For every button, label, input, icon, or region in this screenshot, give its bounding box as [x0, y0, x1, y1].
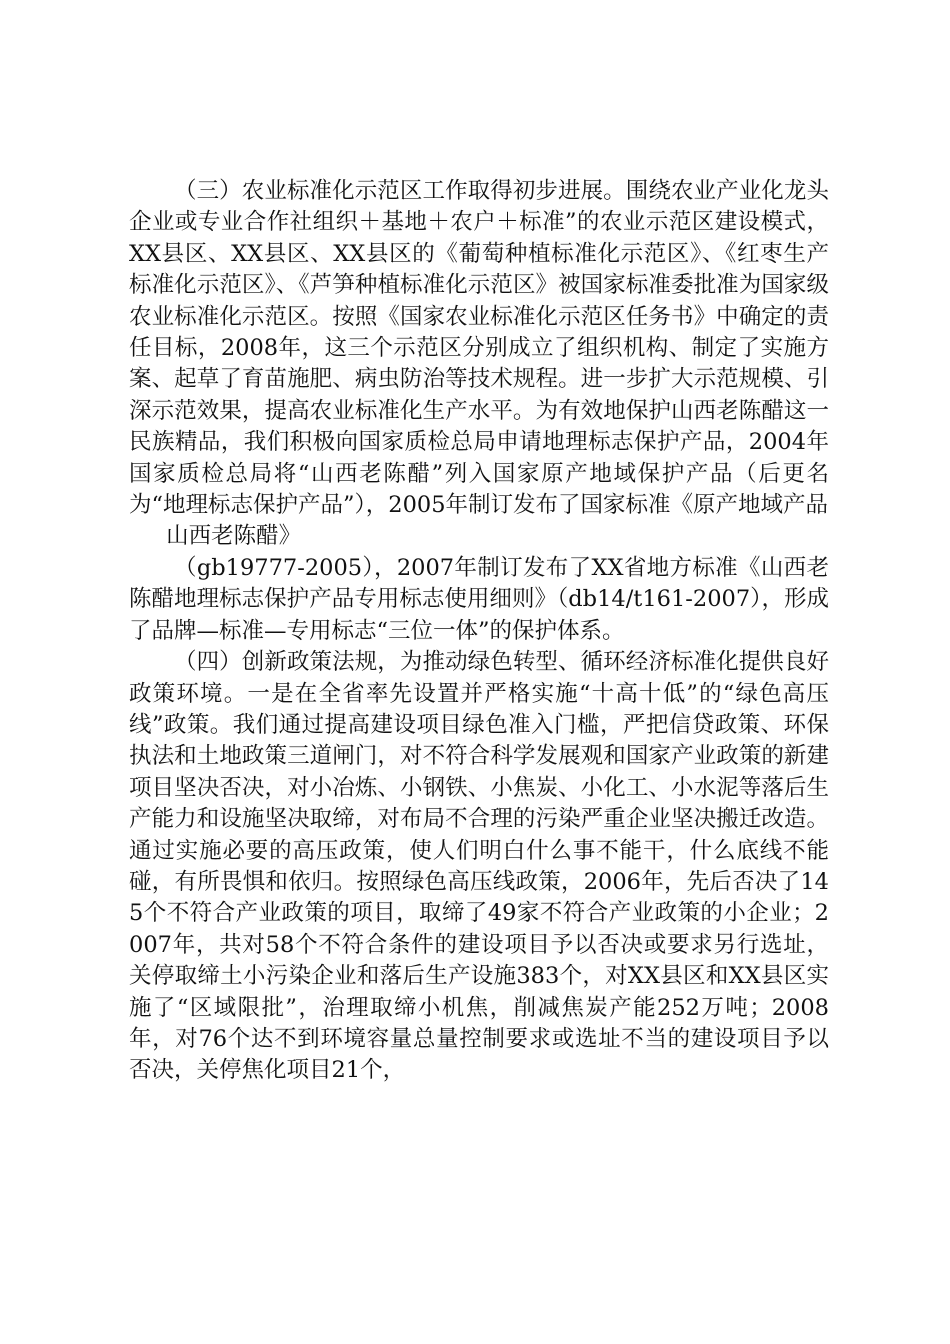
document-body: [129, 176, 829, 1087]
paragraph-vinegar-standards: （gb19777-2005），2007年制订发布了XX省地方标准《山西老陈醋地理标志保护产品专用标志使用细则》（db14/t161-2007），形成了品牌—标准—专用标志“三位一体”的保护体系。: [129, 554, 829, 644]
paragraph-agri-standardization: （三）农业标准化示范区工作取得初步进展。围绕农业产业化龙头企业或专业合作社组织＋基地＋农户＋标准”的农业示范区建设模式，XX县区、XX县区、XX县区的《葡萄种植标准化示范区》、《红枣生产标准化示范区》、《芦笋种植标准化示范区》被国家标准委批准为国家级农业标准化示范区。按照《国家农业标准化示范区任务书》中确定的责任目标，2008年，这三个示范区分别成立了组织机构、制定了实施方案、起草了育苗施肥、病虫防治等技术规程。进一步扩大示范规模、引深示范效果，提高农业标准化生产水平。为有效地保护山西老陈醋这一民族精品，我们积极向国家质检总局申请地理标志保护产品，2004年国家质检总局将“山西老陈醋”列入国家原产地域保护产品（后更名为“地理标志保护产品”），2005年制订发布了国家标准《原产地域产品: [129, 178, 829, 519]
paragraph-policy-innovation: （四）创新政策法规，为推动绿色转型、循环经济标准化提供良好政策环境。一是在全省率先设置并严格实施“十高十低”的“绿色高压线”政策。我们通过提高建设项目绿色准入门槛，严把信贷政策、环保执法和土地政策三道闸门，对不符合科学发展观和国家产业政策的新建项目坚决否决，对小冶炼、小钢铁、小焦炭、小化工、小水泥等落后生产能力和设施坚决取缔，对布局不合理的污染严重企业坚决搬迁改造。通过实施必要的高压政策，使人们明白什么事不能干，什么底线不能碰，有所畏惧和依归。按照绿色高压线政策，2006年，先后否决了145个不符合产业政策的项目，取缔了49家不符合产业政策的小企业；2007年，共对58个不符合条件的建设项目予以否决或要求另行选址，关停取缔土小污染企业和落后生产设施383个，对XX县区和XX县区实施了“区域限批”，治理取缔小机焦，削减焦炭产能252万吨；2008年，对76个达不到环境容量总量控制要求或选址不当的建设项目予以否决，关停焦化项目21个，: [129, 649, 829, 1084]
paragraph-fragment-vinegar-title: 山西老陈醋》: [166, 523, 302, 550]
